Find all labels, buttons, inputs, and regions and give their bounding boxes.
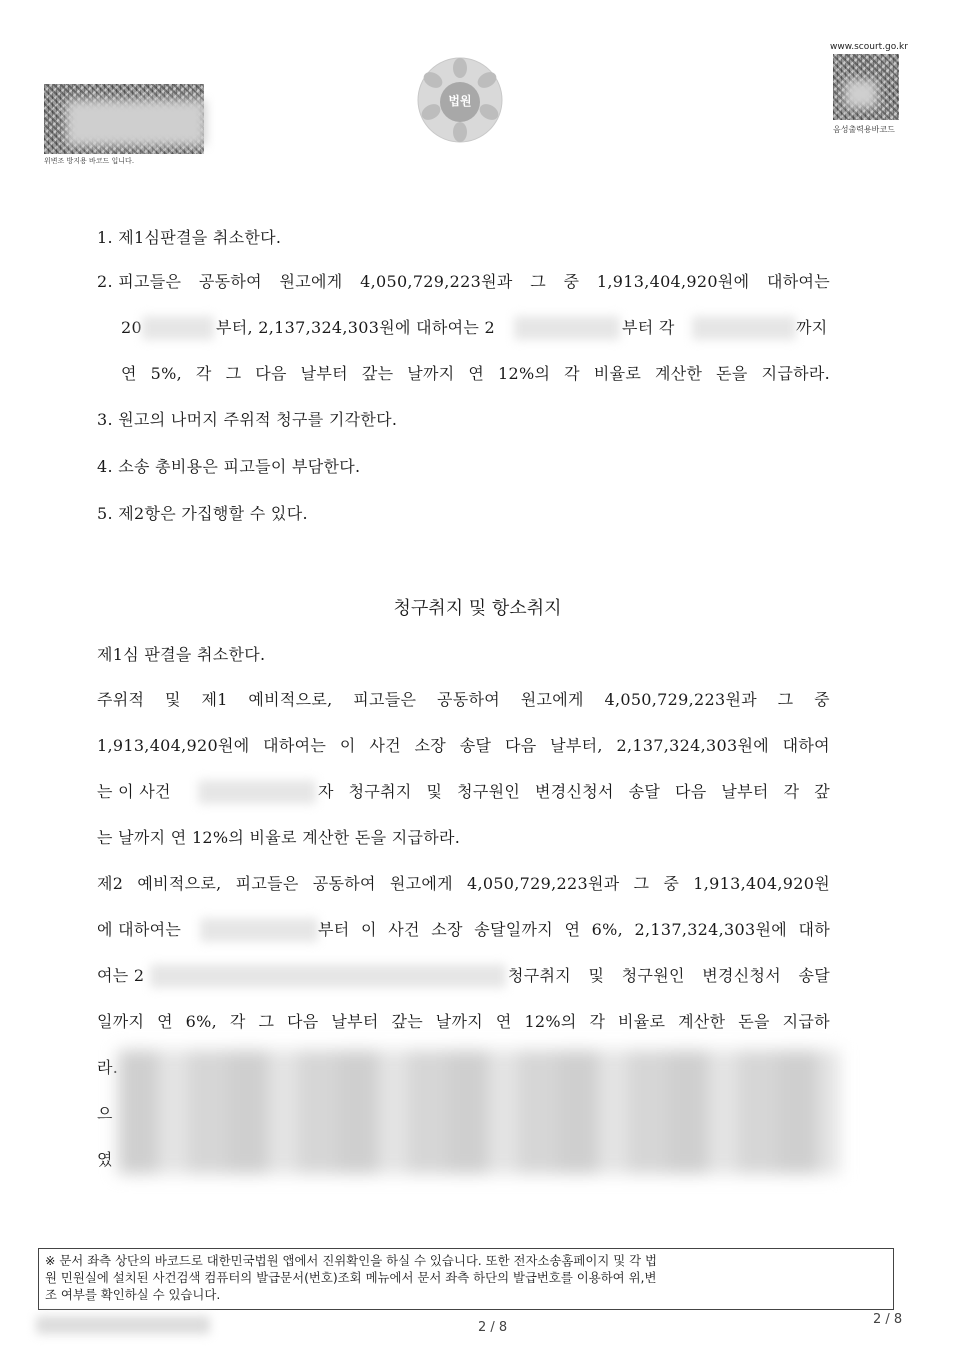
word: 원고에게 [279, 272, 343, 291]
ruling-item-5: 5. 제2항은 가집행할 수 있다. [97, 504, 308, 523]
word: 공동하여 [198, 272, 262, 291]
word: 그 [777, 690, 794, 709]
word: 소장 [431, 920, 463, 939]
claims-line-7b [318, 920, 830, 940]
ruling-item-4: 4. 소송 총비용은 피고들이 부담한다. [97, 457, 361, 476]
claims-line-12: 였 [97, 1150, 113, 1169]
claims-line-4b [318, 782, 830, 802]
claims-line-10: 라. [97, 1058, 119, 1077]
redacted-date [514, 316, 620, 340]
word: 부터 [318, 920, 350, 939]
ruling-item-2-line-2c: 부터 각 [622, 318, 675, 337]
ruling-item-1: 1. 제1심판결을 취소한다. [97, 228, 282, 247]
ruling-item-2-line-1 [97, 272, 830, 292]
word: 돈을 [738, 1012, 770, 1031]
word: 날부터, [550, 736, 603, 755]
word: 연 [495, 1012, 512, 1031]
word: 지급하라. [761, 364, 830, 383]
word: 4,050,729,223원과 [604, 690, 757, 709]
word: 12%의 [498, 364, 551, 383]
word: 송달 [628, 782, 661, 801]
word: 일까지 [97, 1012, 145, 1031]
word: 갚는 [391, 1012, 423, 1031]
word: 공동하여 [437, 690, 501, 709]
word: 다음 [675, 782, 707, 801]
word: 지급하 [782, 1012, 830, 1031]
word: 날까지 [407, 364, 455, 383]
page-number-center: 2 / 8 [478, 1320, 508, 1335]
word: 송달일까지 [474, 920, 553, 939]
word: 연 [121, 364, 137, 383]
word: 제2 [97, 874, 124, 893]
word: 대하여는 [263, 736, 327, 755]
word: 날부터 [331, 1012, 379, 1031]
word: 피고들은 [235, 874, 299, 893]
word: 중 [663, 874, 680, 893]
seal-text: 법원 [448, 94, 472, 108]
word: 2. 피고들은 [97, 272, 182, 291]
word: 5%, [150, 364, 183, 383]
word: 그 [633, 874, 650, 893]
claims-line-9 [97, 1012, 830, 1032]
word: 사건 [369, 736, 401, 755]
redacted-date [692, 316, 796, 340]
word: 송달 [459, 736, 492, 755]
claims-line-8a: 여는 2 [97, 966, 145, 985]
word: 각 [564, 364, 580, 383]
word: 청구원인 [621, 966, 685, 985]
redacted-date [198, 780, 316, 804]
ruling-item-2-line-3 [121, 364, 830, 384]
redacted-paragraph [118, 1050, 840, 1174]
ruling-item-2-line-2d: 까지 [796, 318, 828, 337]
word: 그 [530, 272, 546, 291]
voice-barcode-redaction [845, 80, 877, 108]
redacted-date [200, 918, 318, 942]
word: 중 [563, 272, 580, 291]
word: 날부터 [721, 782, 769, 801]
notice-line-2: 원 민원실에 설치된 사건검색 컴퓨터의 발급문서(번호)조회 메뉴에서 문서 좌측 하단의 발급번호를 이용하여 위,변 [45, 1270, 657, 1285]
word: 주위적 [97, 690, 145, 709]
word: 청구취지 [508, 966, 572, 985]
word: 다음 [255, 364, 287, 383]
word: 및 [164, 690, 181, 709]
word: 대하여 [782, 736, 830, 755]
ruling-item-3: 3. 원고의 나머지 주위적 청구를 기각한다. [97, 410, 398, 429]
word: 공동하여 [312, 874, 376, 893]
claims-line-8b [508, 966, 830, 986]
word: 1,913,404,920원에 [596, 272, 750, 291]
ruling-item-2-line-2a: 20 [121, 318, 142, 337]
verification-notice [38, 1248, 894, 1310]
word: 12%의 [524, 1012, 577, 1031]
word: 날부터 [300, 364, 348, 383]
notice-line-1: ※ 문서 좌측 상단의 바코드로 대한민국법원 앱에서 진위확인을 하실 수 있습니다. 또한 전자소송홈페이지 및 각 법 [45, 1253, 658, 1268]
word: 연 [468, 364, 485, 383]
word: 제1 [201, 690, 228, 709]
word: 각 [589, 1012, 606, 1031]
word: 비율로 [593, 364, 642, 383]
word: 4,050,729,223원과 [466, 874, 620, 893]
word: 청구원인 [457, 782, 521, 801]
word: 연 [157, 1012, 173, 1031]
claims-line-5: 는 날까지 연 12%의 비율로 계산한 돈을 지급하라. [97, 828, 461, 847]
word: 소장 [414, 736, 447, 755]
claims-line-7a: 에 대하여는 [97, 920, 182, 939]
word: 그 [225, 364, 242, 383]
word: 1,913,404,920원 [693, 874, 830, 893]
claims-line-11: 으 [97, 1104, 113, 1123]
word: 돈을 [716, 364, 748, 383]
claims-line-3 [97, 736, 830, 756]
redacted-text [150, 964, 506, 988]
word: 예비적으로, [137, 874, 222, 893]
redacted-date [142, 316, 214, 340]
word: 갚 [814, 782, 830, 801]
word: 대하여는 [766, 272, 830, 291]
site-url: www.scourt.go.kr [830, 42, 908, 52]
word: 원고에게 [520, 690, 584, 709]
word: 대하 [798, 920, 830, 939]
section-heading: 청구취지 및 항소취지 [393, 598, 562, 619]
word: 비율로 [618, 1012, 666, 1031]
word: 2,137,324,303원에 [634, 920, 787, 939]
issue-number-redaction [36, 1316, 210, 1334]
word: 및 [426, 782, 443, 801]
word: 1,913,404,920원에 [97, 736, 250, 755]
claims-line-4a: 는 이 사건 [97, 782, 171, 801]
word: 4,050,729,223원과 [360, 272, 513, 291]
word: 6%, [185, 1012, 218, 1031]
notice-line-3: 조 여부를 확인하실 수 있습니다. [45, 1287, 221, 1302]
word: 각 [195, 364, 212, 383]
word: 및 [588, 966, 605, 985]
word: 송달 [798, 966, 830, 985]
word: 변경신청서 [702, 966, 782, 985]
page-number-right: 2 / 8 [873, 1312, 903, 1327]
word: 각 [783, 782, 800, 801]
word: 그 [258, 1012, 275, 1031]
word: 갚는 [361, 364, 394, 383]
word: 사건 [388, 920, 420, 939]
word: 계산한 [654, 364, 703, 383]
word: 청구취지 [348, 782, 412, 801]
word: 원고에게 [389, 874, 453, 893]
word: 변경신청서 [535, 782, 614, 801]
word: 연 [564, 920, 581, 939]
ruling-item-2-line-2b: 부터, 2,137,324,303원에 대하여는 2 [216, 318, 496, 337]
word: 각 [229, 1012, 246, 1031]
word: 날까지 [435, 1012, 484, 1031]
claims-line-6 [97, 874, 830, 894]
claims-line-2 [97, 690, 830, 710]
left-barcode-caption: 위변조 방지용 바코드 입니다. [44, 157, 135, 165]
word: 이 [360, 920, 377, 939]
word: 이 [339, 736, 356, 755]
word: 계산한 [678, 1012, 726, 1031]
claims-line-1: 제1심 판결을 취소한다. [97, 645, 266, 664]
word: 다음 [287, 1012, 319, 1031]
right-barcode-caption: 음성출력용바코드 [833, 125, 895, 134]
word: 중 [814, 690, 830, 709]
word: 6%, [591, 920, 624, 939]
word: 피고들은 [353, 690, 417, 709]
word: 2,137,324,303원에 [616, 736, 769, 755]
barcode-redaction [66, 100, 206, 146]
word: 자 [318, 782, 334, 801]
word: 다음 [504, 736, 537, 755]
word: 예비적으로, [248, 690, 333, 709]
